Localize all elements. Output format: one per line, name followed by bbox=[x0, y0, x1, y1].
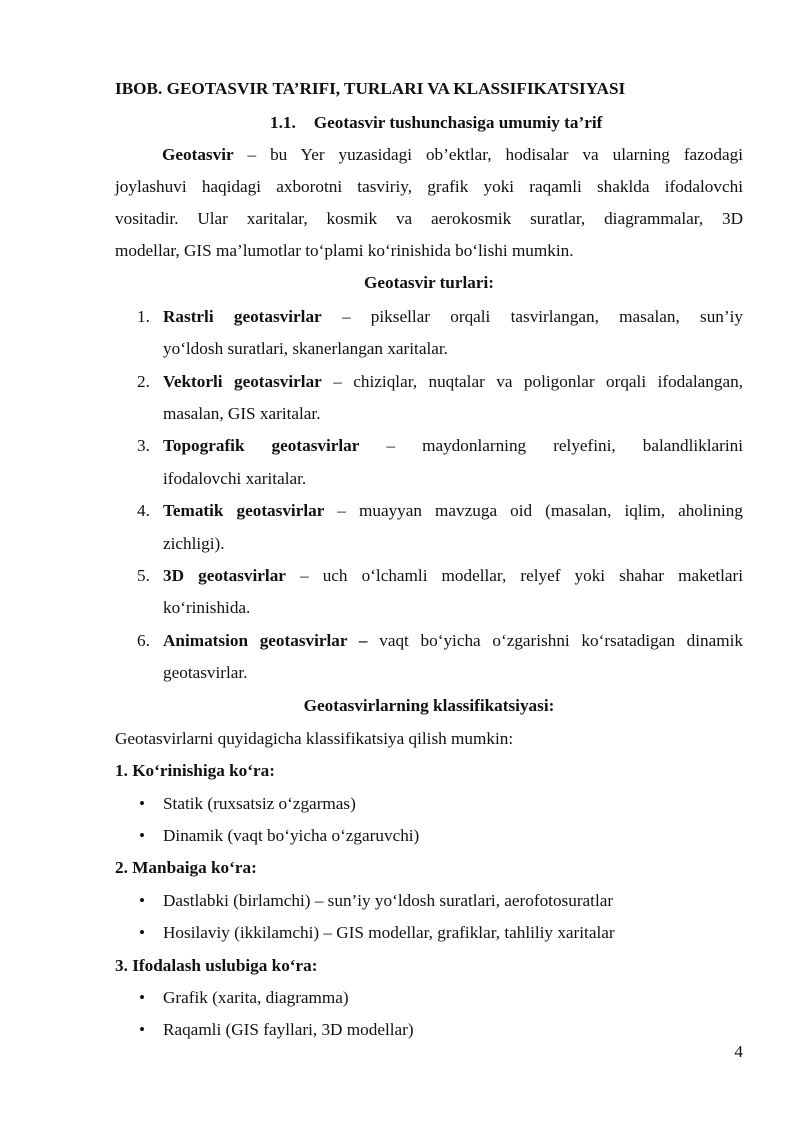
bullet-icon: • bbox=[139, 794, 146, 813]
bullet-icon: • bbox=[139, 988, 146, 1007]
intro-line-4: modellar, GIS ma’lumotlar to‘plami ko‘rinishida bo‘lishi mumkin. bbox=[115, 241, 574, 260]
classification-intro: Geotasvirlarni quyidagicha klassifikatsiya qilish mumkin: bbox=[115, 729, 514, 748]
section-number: 1.1. bbox=[270, 113, 296, 132]
bullet-item: Grafik (xarita, diagramma) bbox=[163, 988, 349, 1007]
bullet-icon: • bbox=[139, 1020, 146, 1039]
bullet-item: Statik (ruxsatsiz o‘zgarmas) bbox=[163, 794, 356, 813]
page-number: 4 bbox=[734, 1042, 743, 1061]
list-item-number: 3. bbox=[137, 436, 150, 455]
bullet-item: Raqamli (GIS fayllari, 3D modellar) bbox=[163, 1020, 414, 1039]
group-heading: 3. Ifodalash uslubiga ko‘ra: bbox=[115, 956, 318, 975]
classification-heading: Geotasvirlarning klassifikatsiyasi: bbox=[303, 696, 555, 715]
intro-line-1: Geotasvir – bu Yer yuzasidagi ob’ektlar, hodisalar va ularning fazodagi bbox=[162, 145, 743, 164]
intro-term: Geotasvir bbox=[162, 145, 234, 164]
intro-line-3: vositadir. Ular xaritalar, kosmik va aerokosmik suratlar, diagrammalar, 3D bbox=[115, 209, 743, 228]
list-item-number: 4. bbox=[137, 501, 150, 520]
list-item-number: 1. bbox=[137, 307, 150, 326]
types-heading: Geotasvir turlari: bbox=[364, 273, 494, 292]
section-title: Geotasvir tushunchasiga umumiy ta’rif bbox=[313, 113, 603, 132]
intro-line-2: joylashuvi haqidagi axborotni tasviriy, grafik yoki raqamli shaklda ifodalovchi bbox=[115, 177, 743, 196]
bullet-icon: • bbox=[139, 891, 146, 910]
bullet-item: Dastlabki (birlamchi) – sun’iy yo‘ldosh suratlari, aerofotosuratlar bbox=[163, 891, 614, 910]
section-heading bbox=[270, 114, 602, 131]
bullet-icon: • bbox=[139, 826, 146, 845]
document-page: IBOB. GEOTASVIR TA’RIFI, TURLARI VA KLASSIFIKATSIYASI 1.1. Geotasvir tushunchasiga umumiy ta’rif Geotasvir – bu Yer yuzasidagi ob’ektlar, hodisalar va ularning fazodagi joylashuvi haqidagi axborotni tasviriy, grafik yoki raqamli shaklda ifodalovchi vositadir. Ular xaritalar, kosmik va aerokosmik suratlar, diagrammalar, 3D modellar, GIS ma’lumotlar to‘plami ko‘rinishida bo‘lishi mumkin. Geotasvir turlari: 1. Rastrli geotasvirlar – piksellar orqali tasvirlangan, masalan, sun’iy yo‘ldosh suratlari, skanerlangan xaritalar. 2. Vektorli geotasvirlar – chiziqlar, nuqtalar va poligonlar orqali ifodalangan, masalan, GIS xaritalar. 3. Topografik geotasvirlar – maydonlarning relyefini, balandliklarini ifodalovchi xaritalar. 4. Tematik geotasvirlar – muayyan mavzuga oid (masalan, iqlim, aholining zichligi). 5. 3D geotasvirlar – uch o‘lchamli modellar, relyef yoki shahar maketlari ko‘rinishida. 6. Animatsion geotasvirlar – vaqt bo‘yicha o‘zgarishni ko‘rsatadigan dinamik geotasvirlar. Geotasvirlarning klassifikatsiyasi: Geotasvirlarni quyidagicha klassifikatsiya qilish mumkin: 1. Ko‘rinishiga ko‘ra: • Statik (ruxsatsiz o‘zgarmas) • Dinamik (vaqt bo‘yicha o‘zgaruvchi) 2. Manbaiga ko‘ra: • Dastlabki (birlamchi) – sun’iy yo‘ldosh suratlari, aerofotosuratlar • Hosilaviy (ikkilamchi) – GIS modellar, grafiklar, tahliliy xaritalar 3. Ifodalash uslubiga ko‘ra: • Grafik (xarita, diagramma) • Raqamli (GIS fayllari, 3D modellar) bbox=[115, 79, 743, 1039]
group-heading: 2. Manbaiga ko‘ra: bbox=[115, 858, 257, 877]
list-item-number: 6. bbox=[137, 631, 150, 650]
bullet-icon: • bbox=[139, 923, 146, 942]
list-item-number: 2. bbox=[137, 372, 150, 391]
bullet-item: Hosilaviy (ikkilamchi) – GIS modellar, grafiklar, tahliliy xaritalar bbox=[163, 923, 615, 942]
group-heading: 1. Ko‘rinishiga ko‘ra: bbox=[115, 761, 275, 780]
bullet-item: Dinamik (vaqt bo‘yicha o‘zgaruvchi) bbox=[163, 826, 420, 845]
list-item-number: 5. bbox=[137, 566, 150, 585]
chapter-title: IBOB. GEOTASVIR TA’RIFI, TURLARI VA KLASSIFIKATSIYASI bbox=[115, 79, 626, 98]
